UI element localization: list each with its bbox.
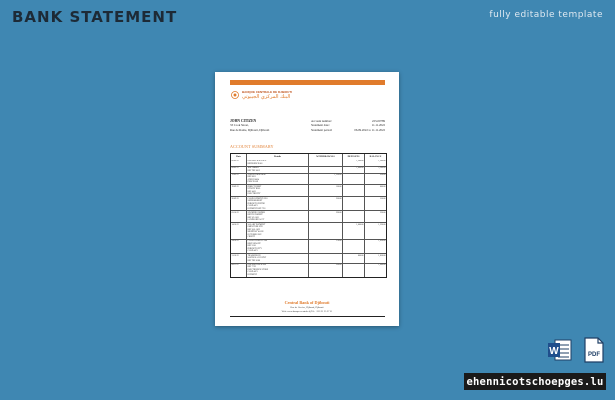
row-date: 31.10.22 [231, 254, 239, 257]
row-balance: 1,200.00 [364, 160, 386, 166]
account-value: 223-00789 [372, 119, 385, 123]
row-withdrawal: 1,250.00 [308, 174, 342, 185]
row-details [246, 223, 308, 239]
row-deposit [342, 197, 364, 210]
footer-contact: Web: www.banque-centrale.dj Tel: +253 21 35 27 51 [281, 310, 333, 313]
row-detail-line: REF SAL 1022 [247, 228, 260, 231]
row-details [246, 211, 308, 222]
row-date: 06.09.22 [231, 160, 239, 163]
row-detail-line: REFERENCE 001 [247, 162, 263, 165]
table-row [231, 173, 386, 185]
account-row [311, 128, 385, 132]
pdf-file-icon [583, 337, 605, 363]
transactions-table [230, 153, 387, 278]
row-detail-line: DIRECT DEBIT [247, 185, 262, 188]
account-summary-title: ACCOUNT SUMMARY [230, 144, 274, 149]
row-detail-line: ELECTRICITY [247, 193, 261, 196]
row-detail-line: CREDIT [247, 236, 255, 239]
column-header: WITHDRAWALS [308, 154, 342, 160]
statement-document [215, 72, 399, 326]
row-date: 03.10.22 [231, 211, 239, 214]
row-detail-line: EMPLOYER LTD [247, 226, 263, 229]
row-detail-line: SALARY PAYMENT [247, 223, 266, 226]
account-value: 11.11.2022 [371, 123, 385, 128]
row-balance: 800.00 [364, 185, 386, 196]
row-deposit [342, 185, 364, 196]
table-row [231, 263, 386, 277]
row-deposit: 1,000.00 [342, 223, 364, 239]
table-row [231, 222, 386, 239]
row-date: 12.09.22 [231, 173, 239, 176]
column-header: BALANCE [364, 154, 386, 160]
row-deposit [342, 174, 364, 185]
row-date: 26.09.22 [231, 197, 239, 200]
row-details [246, 167, 308, 173]
row-detail-line: REF TRF 0188 [247, 259, 260, 262]
row-withdrawal [308, 223, 342, 239]
row-deposit [342, 211, 364, 222]
row-detail-line: SAVINGS ACCOUNT [247, 257, 267, 260]
row-date: 14.10.22 [231, 223, 239, 226]
row-details [246, 240, 308, 253]
row-detail-line: CARD PAYMENT 2218 [247, 197, 268, 200]
row-deposit [342, 264, 364, 277]
row-deposit: 800.00 [342, 254, 364, 262]
table-row [231, 196, 386, 210]
pdf-label: PDF [588, 352, 600, 358]
row-balance: 1,050.00 [364, 240, 386, 253]
row-detail-line: ONLINE PURCHASE [247, 263, 266, 266]
bank-name-en: BANQUE CENTRALE DE DJIBOUTI [242, 90, 293, 94]
row-withdrawal [308, 167, 342, 173]
row-withdrawal [308, 160, 342, 166]
account-label: Account number: [311, 119, 332, 123]
row-details [246, 185, 308, 196]
row-detail-line: STANDING ORDER [247, 211, 265, 214]
row-withdrawal: 250.00 [308, 197, 342, 210]
row-date: 19.09.22 [231, 185, 239, 188]
table-row [231, 184, 386, 196]
row-detail-line: ATM WITHDRAWAL [247, 173, 266, 176]
row-detail-line: DJIBOUTI CITY [247, 247, 262, 250]
row-detail-line: SUPERMARKET [247, 200, 263, 203]
row-detail-line: PAYMENT [247, 273, 257, 276]
header-accent-bar [230, 80, 385, 85]
footer-bank-name: Central Bank of Djibouti [284, 300, 330, 305]
footer-divider [230, 316, 385, 317]
bank-logo-icon [231, 91, 239, 99]
row-detail-line: REF SO 1102 [247, 216, 259, 219]
account-label: Statement period: [311, 127, 333, 132]
row-detail-line: TRANSFER IN [247, 254, 261, 257]
row-detail-line: REF 4413 [247, 190, 256, 193]
row-balance: 1,220.00 [364, 223, 386, 239]
row-balance: 220.00 [364, 211, 386, 222]
row-detail-line: REF 8821 [247, 176, 256, 179]
row-withdrawal [308, 254, 342, 262]
account-details [311, 119, 385, 132]
row-detail-line: CARD PAYMENT 3301 [247, 240, 268, 243]
page-title: BANK STATEMENT [12, 8, 178, 26]
watermark-badge: ehennicotschoepges.lu [464, 373, 606, 390]
row-details [246, 254, 308, 262]
row-date: 08.11.22 [231, 263, 239, 266]
column-header: DEPOSITS [342, 154, 364, 160]
bank-name-ar: البنك المركزي الجيبوتي [242, 94, 291, 100]
row-date: 24.10.22 [231, 240, 239, 243]
row-detail-line: RESTAURANT [247, 242, 261, 245]
row-detail-line: PURCHASE [247, 181, 259, 184]
row-detail-line: RENT PAYMENT [247, 214, 263, 217]
column-header: Date [236, 154, 241, 158]
row-detail-line: LANDLORD ACCT [247, 219, 265, 222]
row-detail-line: UTILITY BILL [247, 188, 261, 191]
account-label: Statement date: [311, 123, 330, 128]
row-balance: 1,850.00 [364, 254, 386, 262]
row-detail-line: CARD 4471 [247, 250, 258, 253]
row-detail-line: PAYMENT REF 7761 [247, 207, 266, 210]
row-details [246, 160, 308, 166]
column-header: Details [246, 154, 308, 160]
customer-block [230, 119, 269, 132]
row-deposit: 1,000.00 [342, 167, 364, 173]
row-balance: 550.00 [364, 197, 386, 210]
row-detail-line: REF TRF 0012 [247, 169, 260, 172]
table-row [231, 253, 386, 262]
row-detail-line: CARD 4471 [247, 271, 258, 274]
row-detail-line: REF 7719 [247, 266, 256, 269]
row-withdrawal: 170.00 [308, 240, 342, 253]
page-tagline: fully editable template [489, 10, 603, 20]
row-detail-line: ELECTRONICS STORE [247, 268, 268, 271]
row-detail-line: ATM DJ 0034 [247, 178, 260, 181]
row-date: 08.09.22 [231, 167, 239, 170]
table-body [231, 160, 386, 277]
table-row [231, 239, 386, 253]
customer-address-line2: Rue de Rome, Djibouti, Djibouti [230, 127, 270, 132]
row-detail-line: MONTHLY WAGE [247, 231, 264, 234]
row-details [246, 197, 308, 210]
account-value: 06.09.2022 to 11.11.2022 [354, 127, 385, 132]
row-withdrawal: 150.00 [308, 185, 342, 196]
table-row [231, 160, 386, 166]
row-balance: 2,200.00 [364, 167, 386, 173]
word-letter: W [549, 346, 559, 357]
row-detail-line: REF 5530 [247, 245, 256, 248]
row-detail-line: OCTOBER 2022 [247, 233, 262, 236]
row-deposit: 1,200.00 [342, 160, 364, 166]
row-detail-line: OPENING BALANCE [247, 160, 267, 163]
row-balance: 1,600.00 [364, 264, 386, 277]
footer-address: Rue de Genève, Djibouti, Djibouti [290, 306, 324, 309]
row-balance: 950.00 [364, 174, 386, 185]
word-file-icon [548, 339, 572, 361]
row-deposit [342, 240, 364, 253]
row-detail-line: Wire Transfer [247, 167, 259, 170]
row-detail-line: DJIBOUTI CENTRE [247, 202, 265, 205]
customer-name: JOHN CITIZEN [230, 119, 257, 123]
row-detail-line: CARD 4471 [247, 205, 258, 208]
table-row [231, 166, 386, 173]
row-withdrawal: 330.00 [308, 211, 342, 222]
customer-address-line1: 33 Cook Street, [230, 123, 249, 128]
row-details [246, 264, 308, 277]
row-details [246, 174, 308, 185]
row-withdrawal: 250.00 [308, 264, 342, 277]
